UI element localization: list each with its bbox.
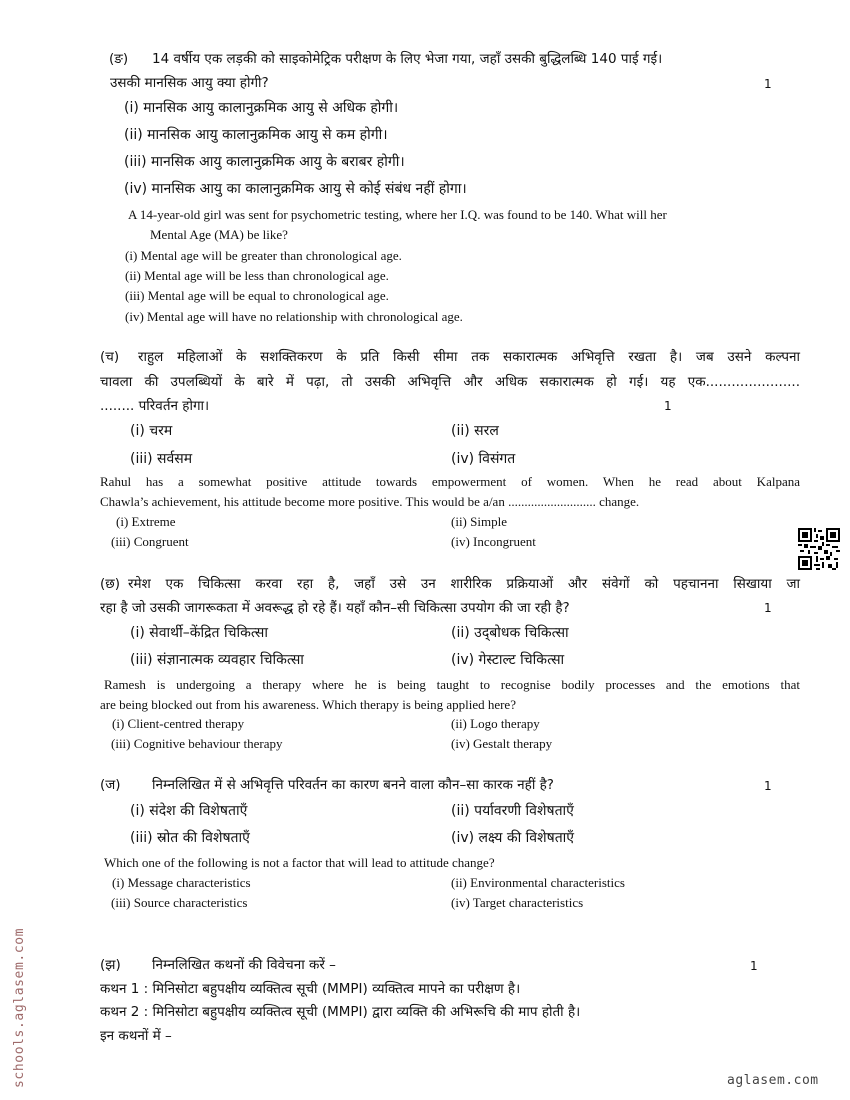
option-hi: (iii) संज्ञानात्मक व्यवहार चिकित्सा — [130, 652, 304, 668]
question-na-line2: उसकी मानसिक आयु क्या होगी? — [110, 75, 269, 91]
option-en: (iii) Congruent — [111, 534, 189, 549]
question-na-label: (ङ) — [109, 51, 129, 67]
question-cha-en-line2: Chawla’s achievement, his attitude become more positive. This would be a/an ........................... change. — [100, 494, 640, 509]
question-na-en-line2: Mental Age (MA) be like? — [150, 227, 288, 242]
option-en: (i) Client-centred therapy — [112, 716, 245, 731]
option-en: (iv) Incongruent — [451, 534, 536, 549]
question-jha-label: (झ) — [100, 957, 121, 973]
question-chha-label: (छ) — [100, 576, 120, 592]
option-en: (ii) Simple — [451, 514, 507, 529]
question-ja-en-line1: Which one of the following is not a factor that will lead to attitude change? — [104, 855, 495, 870]
option-hi: (ii) सरल — [451, 423, 499, 439]
option-en: (iii) Cognitive behaviour therapy — [111, 736, 283, 751]
option-en: (iv) Mental age will have no relationship with chronological age. — [125, 309, 463, 324]
question-cha-line1: राहुल महिलाओं के सशक्तिकरण के प्रति किसी सीमा तक सकारात्मक अभिवृत्ति रखता है। जब उसने कल्पना — [138, 349, 800, 365]
option-en: (iii) Mental age will be equal to chronological age. — [125, 288, 389, 303]
option-en: (i) Message characteristics — [112, 875, 251, 890]
question-jha-statement2: कथन 2 : मिनिसोटा बहुपक्षीय व्यक्तित्व सूची (MMPI) द्वारा व्यक्ति की अभिरूचि की माप होती है। — [100, 1004, 581, 1020]
question-jha-statement1: कथन 1 : मिनिसोटा बहुपक्षीय व्यक्तित्व सूची (MMPI) व्यक्तित्व मापने का परीक्षण है। — [100, 981, 521, 997]
option-en: (iv) Gestalt therapy — [451, 736, 553, 751]
option-hi: (iii) मानसिक आयु कालानुक्रमिक आयु के बराबर होगी। — [124, 154, 405, 170]
question-jha-line-end: इन कथनों में – — [100, 1028, 172, 1044]
option-hi: (ii) मानसिक आयु कालानुक्रमिक आयु से कम होगी। — [124, 127, 388, 143]
option-hi: (ii) उद्‌बोधक चिकित्सा — [451, 625, 569, 641]
option-hi: (i) संदेश की विशेषताएँ — [130, 803, 248, 819]
option-hi: (iv) गेस्टाल्ट चिकित्सा — [451, 652, 565, 668]
question-jha-marks: 1 — [750, 959, 758, 973]
question-cha-label: (च) — [100, 349, 120, 365]
question-chha-line2: रहा है जो उसकी जागरूकता में अवरूद्ध हो रहे हैं। यहाँ कौन–सी चिकित्सा उपयोग की जा रही है? — [100, 600, 570, 616]
question-ja-line1: निम्नलिखित में से अभिवृत्ति परिवर्तन का कारण बनने वाला कौन–सा कारक नहीं है? — [152, 777, 554, 793]
question-jha-line1: निम्नलिखित कथनों की विवेचना करें – — [152, 957, 336, 973]
bottom-watermark: aglasem.com — [727, 1073, 819, 1088]
question-cha-en-line1: Rahul has a somewhat positive attitude towards empowerment of women. When he read about Kalpana — [100, 474, 800, 489]
option-hi: (ii) पर्यावरणी विशेषताएँ — [451, 803, 574, 819]
option-en: (i) Mental age will be greater than chronological age. — [125, 248, 402, 263]
option-en: (ii) Environmental characteristics — [451, 875, 625, 890]
option-en: (iv) Target characteristics — [451, 895, 584, 910]
qr-code-icon — [798, 528, 840, 570]
question-chha-marks: 1 — [764, 601, 772, 615]
option-en: (ii) Mental age will be less than chronological age. — [125, 268, 389, 283]
question-chha-en-line1: Ramesh is undergoing a therapy where he is being taught to recognise bodily processes and the emotions that — [104, 677, 800, 692]
option-hi: (iii) स्रोत की विशेषताएँ — [130, 830, 250, 846]
question-ja-label: (ज) — [100, 777, 121, 793]
option-hi: (iv) लक्ष्य की विशेषताएँ — [451, 830, 575, 846]
question-cha-marks: 1 — [664, 399, 672, 413]
option-hi: (iv) विसंगत — [451, 451, 516, 467]
option-en: (iii) Source characteristics — [111, 895, 248, 910]
question-na-line1: 14 वर्षीय एक लड़की को साइकोमेट्रिक परीक्षण के लिए भेजा गया, जहाँ उसकी बुद्धिलब्धि 140 पाई गई। — [152, 51, 663, 67]
option-hi: (i) सेवार्थी–केंद्रित चिकित्सा — [130, 625, 268, 641]
question-chha-en-line2: are being blocked out from his awareness. Which therapy is being applied here? — [100, 697, 516, 712]
option-en: (i) Extreme — [116, 514, 176, 529]
question-cha-line2: चावला की उपलब्धियों के बारे में पढ़ा, तो उसकी अभिवृत्ति और अधिक सकारात्मक हो गई। यह एक...................... — [100, 374, 800, 390]
question-ja-marks: 1 — [764, 779, 772, 793]
question-chha-line1: रमेश एक चिकित्सा करवा रहा है, जहाँ उसे उन शारीरिक प्रक्रियाओं और संवेगों को पहचानना सिखाया जा — [128, 576, 800, 592]
question-cha-line3: ........ परिवर्तन होगा। — [100, 398, 210, 414]
option-hi: (iii) सर्वसम — [130, 451, 193, 467]
side-watermark: schools.aglasem.com — [12, 927, 27, 1088]
question-na-en-line1: A 14-year-old girl was sent for psychometric testing, where her I.Q. was found to be 140. What will her — [128, 207, 667, 222]
option-hi: (i) मानसिक आयु कालानुक्रमिक आयु से अधिक होगी। — [124, 100, 399, 116]
question-na-marks: 1 — [764, 77, 772, 91]
option-hi: (iv) मानसिक आयु का कालानुक्रमिक आयु से कोई संबंध नहीं होगा। — [124, 181, 467, 197]
option-hi: (i) चरम — [130, 423, 173, 439]
option-en: (ii) Logo therapy — [451, 716, 540, 731]
